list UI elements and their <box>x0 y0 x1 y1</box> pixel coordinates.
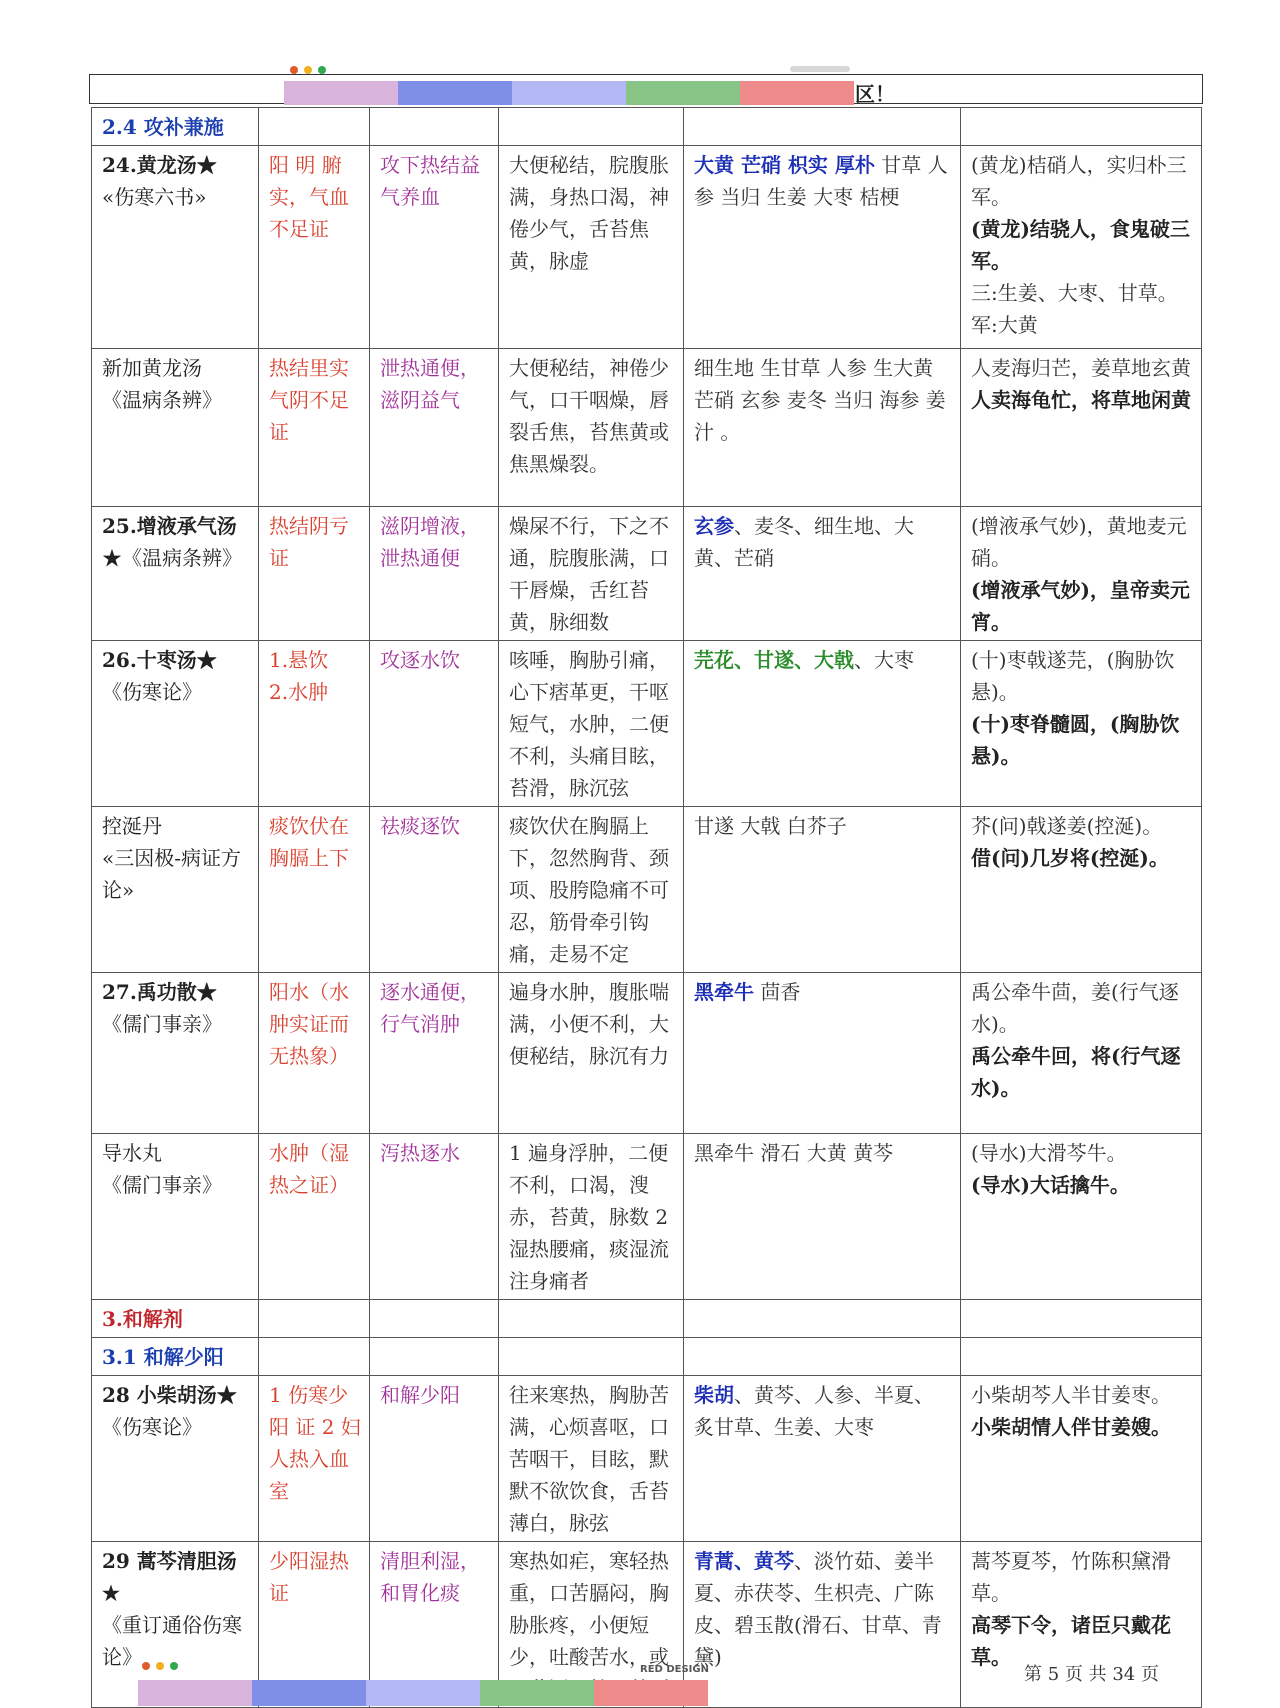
mnemonic-line: 人卖海龟忙，将草地闲黄 <box>971 388 1191 412</box>
formula-name: 新加黄龙汤 <box>102 356 202 380</box>
indication: 热结里实气阴不足证 <box>259 349 370 507</box>
herbs <box>684 641 961 807</box>
mnemonic-line: 禹公牵牛茴，姜(行气逐水)。 <box>971 980 1179 1036</box>
herbs: 细生地 生甘草 人参 生大黄 芒硝 玄参 麦冬 当归 海参 姜汁 。 <box>684 349 961 507</box>
mnemonic-line: (黄龙)结骁人，食鬼破三军。 <box>971 217 1190 273</box>
function: 清胆利湿，和胃化痰 <box>370 1542 499 1708</box>
formula-source: 《伤寒论》 <box>102 1415 202 1439</box>
mnemonic-line: (十)枣脊髓圆，(胸胁饮悬)。 <box>971 712 1180 768</box>
herbs-main: 黑牵牛 <box>694 980 754 1004</box>
mnemonic-line: 高琴下令，诸臣只戴花草。 <box>971 1613 1171 1669</box>
formula-table <box>91 107 1202 1708</box>
indication: 痰饮伏在胸膈上下 <box>259 807 370 973</box>
symptoms: 寒热如疟，寒轻热重，口苦膈闷，胸胁胀疼，小便短少，吐酸苦水，或 <box>499 1542 684 1708</box>
herbs-main: 玄参 <box>694 514 734 538</box>
table-row <box>92 641 1202 807</box>
table-row <box>92 349 1202 507</box>
formula-name: 控涎丹 <box>102 814 162 838</box>
function: 祛痰逐饮 <box>370 807 499 973</box>
mnemonic-line: 人麦海归芒，姜草地玄黄 <box>971 356 1191 380</box>
indication: 少阳湿热证 <box>259 1542 370 1708</box>
top-faint-mark <box>790 66 850 72</box>
dot-red <box>142 1662 150 1670</box>
herbs-main: 青蒿、黄芩 <box>694 1549 794 1573</box>
section-row-3-1 <box>92 1338 1202 1376</box>
mnemonic <box>961 507 1202 641</box>
herbs-main: 大黄 芒硝 枳实 厚朴 <box>694 153 875 177</box>
formula-source: «三因极-病证方论» <box>102 846 241 902</box>
mnemonic-line: (黄龙)桔硝人，实归朴三军。 <box>971 153 1187 209</box>
mnemonic <box>961 641 1202 807</box>
function: 攻下热结益气养血 <box>370 146 499 349</box>
formula-source: 《儒门事亲》 <box>102 1012 222 1036</box>
mnemonic-line: 小柴胡芩人半甘姜枣。 <box>971 1383 1171 1407</box>
footer-label: RED DESIGN <box>640 1664 709 1675</box>
indication: 阳水（水肿实证而无热象） <box>259 973 370 1134</box>
mnemonic-line: (增液承气妙)，黄地麦元硝。 <box>971 514 1187 570</box>
herbs-main: 芫花、甘遂、大戟 <box>694 648 854 672</box>
formula-name: 24.黄龙汤★ <box>102 153 217 177</box>
symptoms: 燥屎不行，下之不通，脘腹胀满，口干唇燥，舌红苔黄，脉细数 <box>499 507 684 641</box>
section-title: 3.和解剂 <box>102 1307 183 1331</box>
symptoms: 大便秘结，脘腹胀满，身热口渴，神倦少气，舌苔焦黄，脉虚 <box>499 146 684 349</box>
indication: 1 伤寒少阳 证 2 妇人热入血室 <box>259 1376 370 1542</box>
dot-yellow <box>156 1662 164 1670</box>
indication-line: 1.悬饮 <box>269 648 329 672</box>
mnemonic <box>961 807 1202 973</box>
section-title: 3.1 和解少阳 <box>102 1345 224 1369</box>
mnemonic <box>961 349 1202 507</box>
symptoms: 咳唾，胸胁引痛，心下痞革更，干呕短气，水肿，二便不利，头痛目眩，苔滑，脉沉弦 <box>499 641 684 807</box>
herbs-rest: 甘草 人参 当归 生姜 大枣 桔梗 <box>694 153 948 209</box>
mnemonic-line: 三:生姜、大枣、甘草。 <box>971 281 1178 305</box>
function: 泻热逐水 <box>370 1134 499 1300</box>
table-row <box>92 146 1202 349</box>
formula-source: 《重订通俗伤寒论》 <box>102 1613 242 1669</box>
bottom-color-strip <box>138 1680 708 1706</box>
symptoms: 往来寒热，胸胁苦满，心烦喜呕，口苦咽干，目眩，默默不欲饮食，舌苔薄白，脉弦 <box>499 1376 684 1542</box>
symptoms: 痰饮伏在胸膈上下，忽然胸背、颈项、股胯隐痛不可忍，筋骨牵引钩痛，走易不定 <box>499 807 684 973</box>
mnemonic-line: 禹公牵牛回，将(行气逐水)。 <box>971 1044 1181 1100</box>
indication-line: 2.水肿 <box>269 680 329 704</box>
mnemonic-line: 借(问)几岁将(控涎)。 <box>971 846 1169 870</box>
mnemonic <box>961 1134 1202 1300</box>
symptoms: 遍身水肿，腹胀喘满，小便不利，大便秘结，脉沉有力 <box>499 973 684 1134</box>
table-row <box>92 973 1202 1134</box>
mnemonic-line: (十)枣戟遂芫，(胸胁饮悬)。 <box>971 648 1175 704</box>
herbs <box>684 146 961 349</box>
page-number: 第 5 页 共 34 页 <box>1024 1664 1159 1685</box>
formula-source: «伤寒六书» <box>102 185 207 209</box>
dot-green <box>318 66 326 74</box>
indication: 阳 明 腑实，气血不足证 <box>259 146 370 349</box>
table-row <box>92 807 1202 973</box>
herbs-rest: 、淡竹茹、姜半夏、赤茯苓、生枳壳、广陈皮、碧玉散(滑石、甘草、青黛) <box>694 1549 942 1669</box>
mnemonic-line: 小柴胡情人伴甘姜嫂。 <box>971 1415 1171 1439</box>
mnemonic <box>961 146 1202 349</box>
herbs-main: 柴胡 <box>694 1383 734 1407</box>
mnemonic-line: 军:大黄 <box>971 313 1038 337</box>
formula-name: 26.十枣汤★ <box>102 648 217 672</box>
indication <box>259 641 370 807</box>
herbs-rest: 、大枣 <box>854 648 914 672</box>
mnemonic-line: (导水)大滑芩牛。 <box>971 1141 1127 1165</box>
formula-source: ★《温病条辨》 <box>102 546 242 570</box>
mnemonic-line: (导水)大话擒牛。 <box>971 1173 1130 1197</box>
formula-name: 28 小柴胡汤★ <box>102 1383 237 1407</box>
herbs <box>684 1542 961 1708</box>
symptoms: 1 遍身浮肿，二便不利，口渴，溲赤，苔黄，脉数 2 湿热腰痛，痰湿流注身痛者 <box>499 1134 684 1300</box>
function: 攻逐水饮 <box>370 641 499 807</box>
function: 逐水通便，行气消肿 <box>370 973 499 1134</box>
mnemonic-line: (增液承气妙)，皇帝卖元宵。 <box>971 578 1190 634</box>
herbs <box>684 1376 961 1542</box>
herbs-rest: 茴香 <box>754 980 801 1004</box>
function: 泄热通便，滋阴益气 <box>370 349 499 507</box>
formula-name: 导水丸 <box>102 1141 162 1165</box>
mnemonic <box>961 973 1202 1134</box>
dot-yellow <box>304 66 312 74</box>
symptoms: 大便秘结，神倦少气，口干咽燥，唇裂舌焦，苔焦黄或焦黑燥裂。 <box>499 349 684 507</box>
herbs-rest: 、麦冬、细生地、大黄、芒硝 <box>694 514 914 570</box>
table-row <box>92 1376 1202 1542</box>
herbs-rest: 、黄芩、人参、半夏、炙甘草、生姜、大枣 <box>694 1383 934 1439</box>
dot-green <box>170 1662 178 1670</box>
herbs: 黑牵牛 滑石 大黄 黄芩 <box>684 1134 961 1300</box>
formula-name: 25.增液承气汤 <box>102 514 237 538</box>
mnemonic-line: 芥(问)戟遂姜(控涎)。 <box>971 814 1163 838</box>
top-window-dots <box>290 66 326 74</box>
herbs <box>684 973 961 1134</box>
top-banner-text: 区！ <box>855 82 895 106</box>
formula-star: ★ <box>102 1581 120 1605</box>
top-color-strip <box>284 81 854 105</box>
section-title: 2.4 攻补兼施 <box>102 115 224 139</box>
function: 滋阴增液，泄热通便 <box>370 507 499 641</box>
section-row-3 <box>92 1300 1202 1338</box>
mnemonic <box>961 1376 1202 1542</box>
indication: 热结阴亏证 <box>259 507 370 641</box>
formula-name: 27.禹功散★ <box>102 980 217 1004</box>
formula-source: 《伤寒论》 <box>102 680 202 704</box>
table-row <box>92 1134 1202 1300</box>
section-row-2-4 <box>92 108 1202 146</box>
indication: 水肿（湿热之证） <box>259 1134 370 1300</box>
formula-source: 《温病条辨》 <box>102 388 222 412</box>
dot-red <box>290 66 298 74</box>
table-row <box>92 507 1202 641</box>
mnemonic-line: 蒿芩夏芩，竹陈积黛滑草。 <box>971 1549 1171 1605</box>
herbs: 甘遂 大戟 白芥子 <box>684 807 961 973</box>
function: 和解少阳 <box>370 1376 499 1542</box>
herbs <box>684 507 961 641</box>
formula-source: 《儒门事亲》 <box>102 1173 222 1197</box>
bottom-window-dots <box>142 1662 178 1670</box>
formula-name: 29 蒿芩清胆汤 <box>102 1549 237 1573</box>
